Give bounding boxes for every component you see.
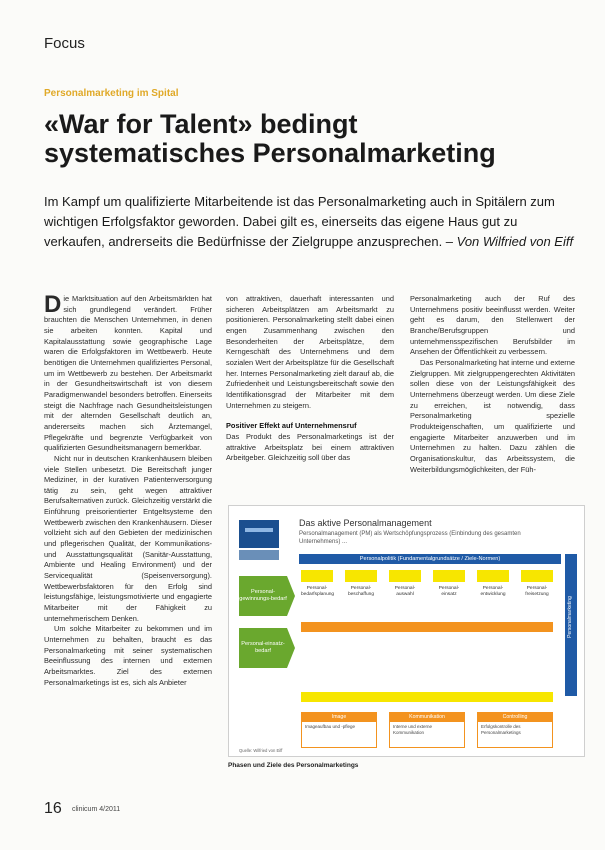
outcome-text: Erfolgskontrolle des Personalmarketings [481, 724, 521, 735]
outcome-heading: Image [302, 713, 376, 722]
page-number: 16 [44, 800, 62, 817]
diagram-title: Das aktive Personalmanagement [299, 518, 432, 528]
subheading: Positiver Effekt auf Unternehmensruf [226, 421, 357, 431]
outcome-heading: Controlling [478, 713, 552, 722]
paragraph: Das Produkt des Personalmarketings ist der attraktive Arbeitsplatz bei einem attraktiven Arbeitgeber. Gleichzeitig soll über das [226, 431, 394, 463]
column-header-block [301, 570, 333, 582]
left-box: Personal-einsatz-bedarf [239, 628, 287, 668]
logo-subtitle-block [239, 550, 279, 560]
process-cell: Personal-entwicklung [480, 586, 506, 597]
vertical-bar [565, 554, 577, 696]
process-cell: Personal-auswahl [394, 586, 416, 597]
article-lead [44, 192, 574, 252]
arrow-shape [287, 628, 295, 668]
body-column-3 [410, 294, 575, 475]
paragraph [44, 291, 212, 454]
column-header-block [389, 570, 421, 582]
drop-cap: D [44, 291, 62, 318]
outcome-box [389, 712, 465, 748]
article-title: «War for Talent» bedingt systematisches Personalmarketing [44, 109, 496, 168]
process-cell: Personal-einsatz [438, 586, 460, 597]
process-cell: Personal-freisetzung [525, 586, 549, 597]
journal-name: clinicum 4/2011 [72, 806, 121, 813]
paragraph-text: ie Marktsituation auf den Arbeitsmärkten hat sich grundlegend verändert. Früher brauchten die Menschen Unternehmen, in denen sie arbeiten konnten. Kapital und Kapitalausstattung sowie geographische Lage waren die Erfolgsfaktoren im Wettbewerb. Heute benötigen die Unternehmen qualifiziertes Personal, um im Wettbewerb zu bestehen. Der Arbeitsmarkt in der Gesundheitswirtschaft ist von diesem Paradigmenwandel besonders betroffen. Einerseits steigt die Nachfrage nach Gesundheitsleistungen mit der alternden Gesellschaft deutlich an, andererseits machen sich Ärztemangel, Pflegekräfte und begrenzte Verfügbarkeit von qualifizierten Gesundheitsmanagern bemerkbar. [44, 294, 212, 453]
outcome-box [477, 712, 553, 748]
column-header-block [433, 570, 465, 582]
column-header-block [477, 570, 509, 582]
outcome-heading: Kommunikation [390, 713, 464, 722]
process-cell: Personal-bedarfsplanung [301, 586, 335, 597]
figure-caption: Phasen und Ziele des Personalmarketings [228, 762, 359, 769]
policy-bar: Personalpolitik (Fundamentalgrundsätze / Ziele-Normen) [299, 554, 561, 564]
outcome-text: Imageaufbau und -pflege [305, 724, 356, 729]
vertical-label: Personalmarketing [566, 596, 573, 638]
figure-footnote: Quelle: Wilfried von Eiff [239, 748, 283, 753]
column-header-block [345, 570, 377, 582]
outcome-text: Interne und externe Kommunikation [393, 724, 433, 735]
arrow-shape [287, 576, 295, 616]
article-kicker: Personalmarketing im Spital [44, 88, 179, 99]
lead-text: Im Kampf um qualifizierte Mitarbeitende ist das Personalmarketing auch in Spitälern zum wichtigen Erfolgsfaktor geworden. Dabei gilt es, einerseits das eigene Haus gut zu verkaufen, andrerseits die Bedürfnisse der Zielgruppe anzusprechen. – [44, 194, 555, 249]
left-box: Personal-gewinnungs-bedarf [239, 576, 287, 616]
section-label: Focus [44, 35, 85, 52]
diagram-subtitle: Personalmanagement (PM) als Wertschöpfungsprozess (Einbindung des gesamten Unternehmens) ... [299, 531, 521, 545]
body-column-1 [44, 291, 213, 688]
process-cell: Personal-beschaffung [347, 586, 375, 597]
paragraph: Personalmarketing auch der Ruf des Unternehmens positiv beeinflusst werden. Weiter geht es darum, den Stellenwert der Branche/Berufsgruppen und unternehmensspezifischen Berufsbilder im Ansehen der Öffentlichkeit zu verbessern. [410, 294, 575, 357]
paragraph: Um solche Mitarbeiter zu bekommen und im Unternehmen zu behalten, braucht es das Personalmarketing mit seiner systematischen Beeinflussung des internen und externen Arbeitsmarktes. Ziel des externen Personalmarketings ist es, sich als Anbieter [44, 624, 212, 687]
orange-row-bar [301, 622, 553, 632]
paragraph: von attraktiven, dauerhaft interessanten und sicheren Arbeitsplätzen am Arbeitsmarkt zu positionieren. Personalmarketing stellt dabei einen engen Zusammenhang zwischen den Besonderheiten der Arbeitsplätze, dem Kerngeschäft des Unternehmens und dem sozialen Wert der Arbeitsplätze für die Gesellschaft her. Internes Personalmarketing zielt darauf ab, die Zufriedenheit und Leistungsbereitschaft sowie den Identifikationsgrad der Mitarbeiter mit dem Unternehmen zu steigern. [226, 294, 394, 410]
outcome-box [301, 712, 377, 748]
paragraph: Nicht nur in deutschen Krankenhäusern bleiben viele Stellen unbesetzt. Die Bereitschaft junger Mediziner, in der kurativen Patientenversorgung tätig zu sein, geht wegen attraktiver Berufsalternativen zurück. Gleichzeitig verstärkt die Einführung preisorientierter Entgeltsysteme den Wettbewerb zwischen den Krankenhäusern. Dieser vollzieht sich auf den Gebieten der medizinischen und pflegerischen Qualität, der Kommunikations- und Ausstattungsqualität (Sanitär-Ausstattung, Ambiente und Healing Environment) und der Servicequalität (Speisenversorgung). Wettbewerbsfaktoren für den Erfolg sind leistungsfähige, leistungsmotivierte und engagierte Mitarbeiter mit der Fähigkeit zu unternehmerischem Denken. [44, 453, 213, 623]
column-header-block [521, 570, 553, 582]
diagram-figure [228, 505, 585, 757]
paragraph: Das Personalmarketing hat interne und externe Zielgruppen. Mit zielgruppengerechten Aktivitäten sollen diese von der Leistungsfähigkeit des Unternehmens überzeugt werden. Um diese Ziele zu erreichen, ist notwendig, dass Personalmarketing spezielle Produkteigenschaften, um qualifizierte und engagierte Mitarbeiter anzuwerben und im Unternehmen zu halten. Dazu zählen die Organisationskultur, das Arbeitssystem, die Weiterbildungsmöglichkeiten, der Füh- [410, 357, 575, 474]
body-column-2 [226, 294, 394, 464]
publisher-logo [239, 520, 279, 548]
yellow-row-bar [301, 692, 553, 702]
author-byline: Von Wilfried von Eiff [456, 234, 574, 249]
